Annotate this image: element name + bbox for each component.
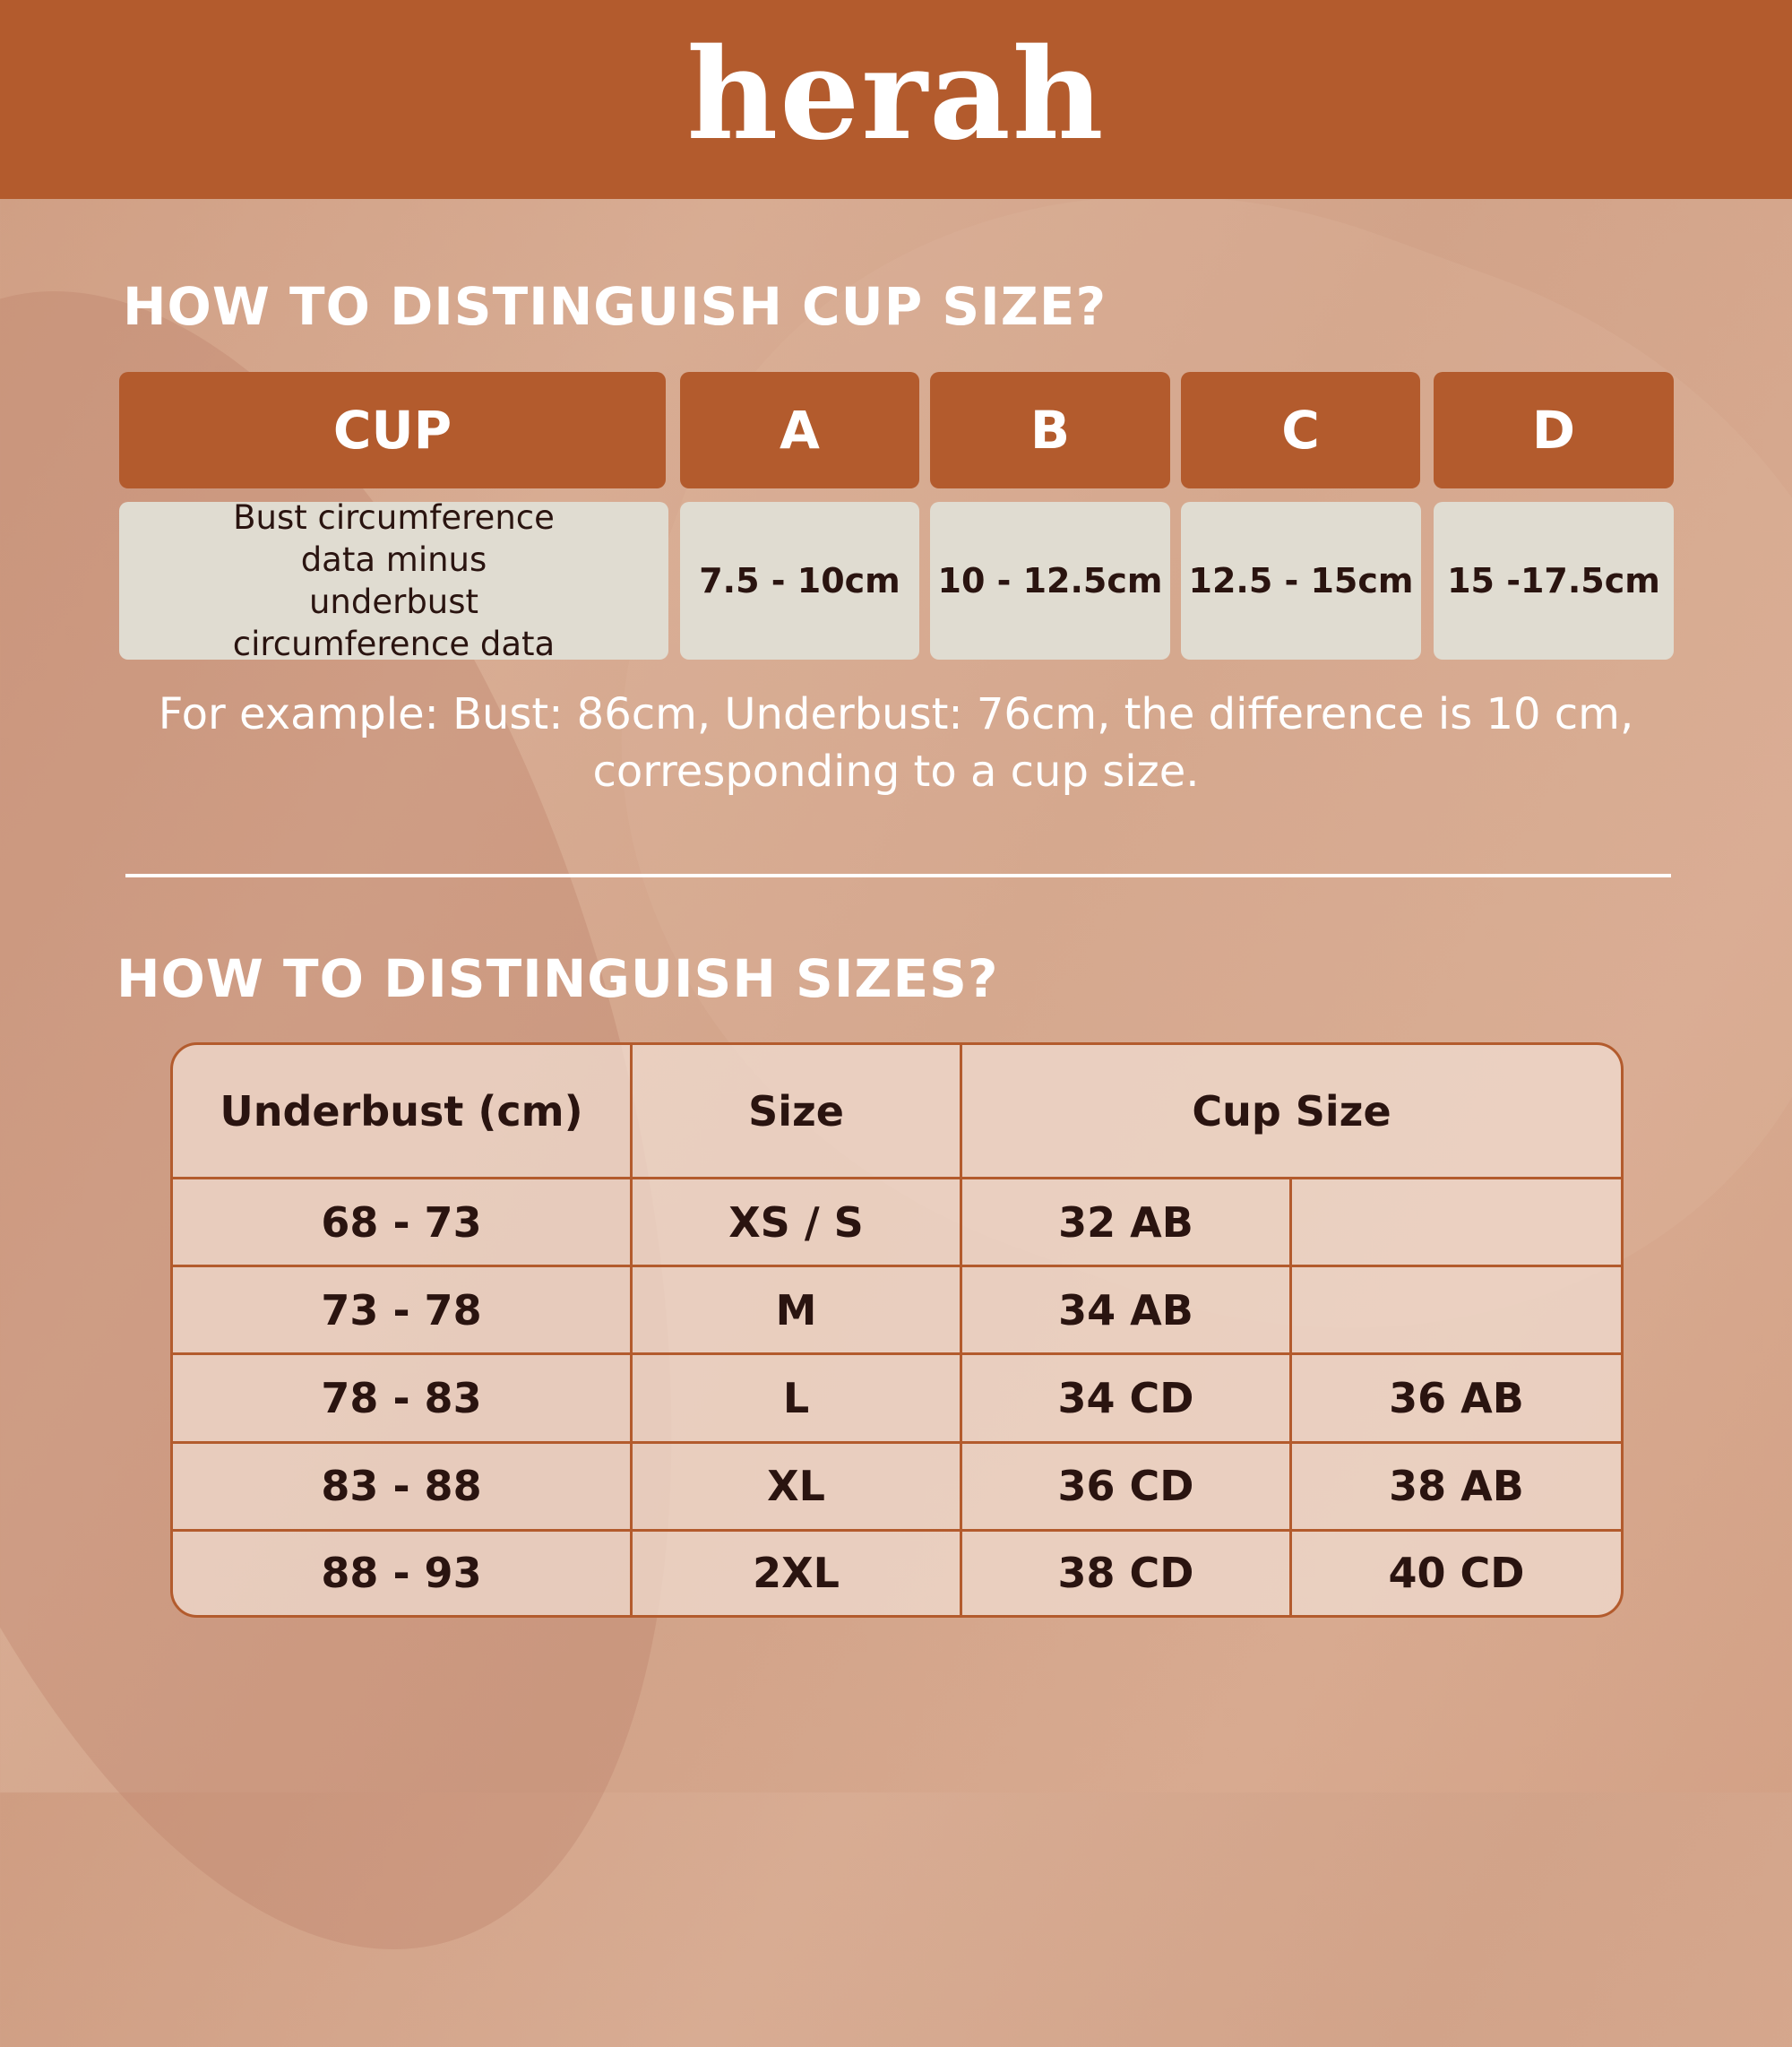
underbust-cell: 88 - 93 — [173, 1532, 633, 1615]
cup-size-alt-cell: 40 CD — [1388, 1549, 1525, 1598]
header-underbust: Underbust (cm) — [173, 1045, 633, 1179]
cup-example-text: For example: Bust: 86cm, Underbust: 76cm, the difference is 10 cm, corresponding to a cup size. — [158, 689, 1634, 797]
table-header-row — [173, 1045, 1621, 1179]
underbust-cell: 73 - 78 — [173, 1267, 633, 1355]
table-row — [173, 1444, 1621, 1532]
cup-size-cell: 38 CD — [962, 1532, 1292, 1615]
cup-value-d: 15 -17.5cm — [1434, 502, 1674, 660]
size-cell: XS / S — [633, 1179, 962, 1267]
cup-description: Bust circumference data minus underbust circumference data — [119, 502, 668, 660]
cup-size-cell: 36 CD — [962, 1444, 1292, 1532]
cup-size-cell: 34 CD — [962, 1355, 1292, 1443]
cup-header-b: B — [930, 372, 1170, 488]
underbust-cell: 78 - 83 — [173, 1355, 633, 1443]
brand-logo: herah — [686, 22, 1106, 168]
table-row — [173, 1267, 1621, 1355]
cup-size-cell: 34 AB — [962, 1267, 1292, 1355]
cup-size-alt-cell — [1292, 1179, 1621, 1267]
table-row — [173, 1355, 1621, 1443]
cup-header-label: CUP — [119, 372, 666, 488]
cup-value-a: 7.5 - 10cm — [680, 502, 919, 660]
table-row — [173, 1179, 1621, 1267]
size-section-title: HOW TO DISTINGUISH SIZES? — [116, 948, 999, 1009]
cup-header-c: C — [1181, 372, 1420, 488]
cup-size-alt-cell — [1292, 1267, 1621, 1355]
underbust-cell: 83 - 88 — [173, 1444, 633, 1532]
size-cell: XL — [633, 1444, 962, 1532]
header-size: Size — [633, 1045, 962, 1179]
cup-header-d: D — [1434, 372, 1674, 488]
table-row — [173, 1532, 1621, 1615]
size-table — [170, 1042, 1624, 1618]
cup-size-alt-cell: 36 AB — [1292, 1355, 1621, 1443]
size-cell: M — [633, 1267, 962, 1355]
cup-size-cell: 32 AB — [962, 1179, 1292, 1267]
cup-value-c: 12.5 - 15cm — [1181, 502, 1421, 660]
size-cell: L — [633, 1355, 962, 1443]
header-cup-size: Cup Size — [962, 1045, 1621, 1179]
size-cell: 2XL — [633, 1532, 962, 1615]
underbust-cell: 68 - 73 — [173, 1179, 633, 1267]
section-divider — [125, 874, 1671, 877]
cup-value-b: 10 - 12.5cm — [930, 502, 1170, 660]
cup-header-a: A — [680, 372, 919, 488]
brand-header — [0, 0, 1792, 199]
cup-size-alt-cell: 38 AB — [1292, 1444, 1621, 1532]
cup-section-title: HOW TO DISTINGUISH CUP SIZE? — [123, 276, 1107, 337]
